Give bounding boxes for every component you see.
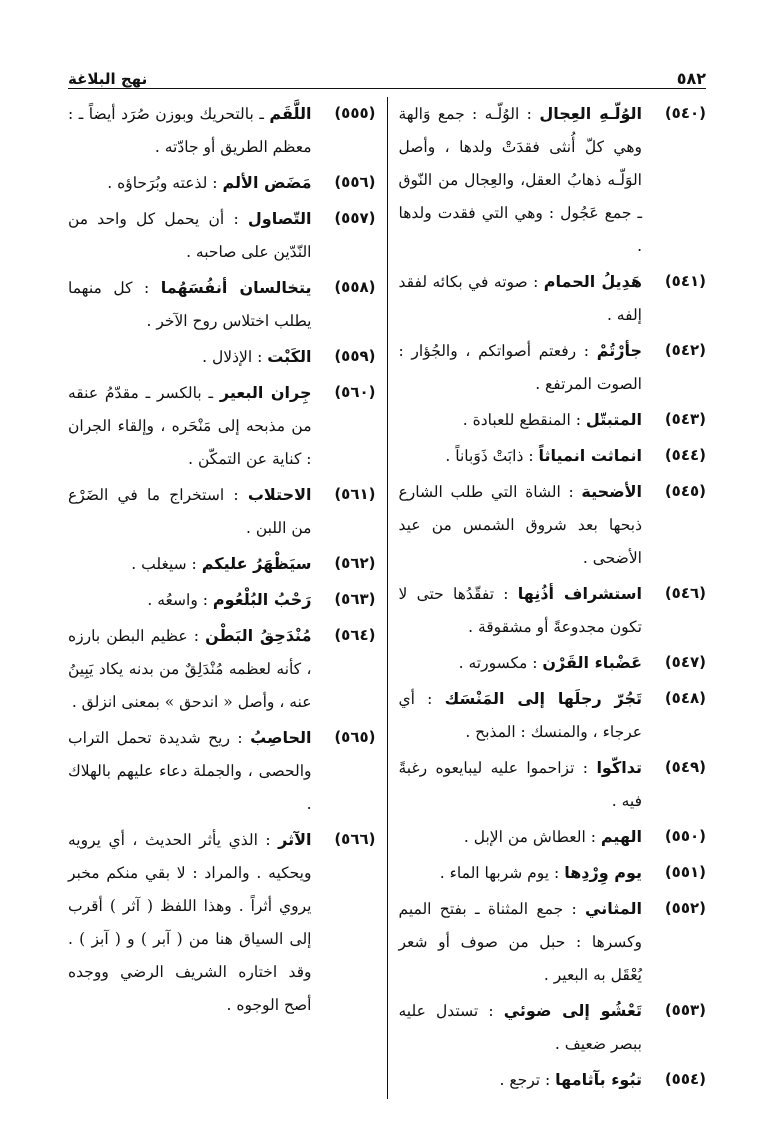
entry-body [399, 475, 643, 575]
entry-body [68, 823, 312, 1022]
entry-number: (٥٤٣) [664, 410, 706, 428]
entry-headword: جِران البعير [219, 383, 312, 402]
entry-number: (٥٤٧) [664, 653, 706, 671]
entry-definition: : رفعتم أصواتكم ، والجُؤار : الصوت المرتفع . [398, 342, 642, 393]
entry-body [68, 478, 312, 545]
entry-number: (٥٤٩) [664, 758, 706, 776]
entry-definition: : تستدل عليه ببصر ضعيف . [398, 1002, 642, 1053]
entry-number: (٥٥٣) [664, 1001, 706, 1019]
entry-body [399, 751, 643, 818]
entry-number: (٥٥٧) [334, 209, 376, 227]
entry-headword: استشراف أذُنِها [517, 584, 642, 603]
entry-body [68, 166, 312, 200]
entry-definition: : الذي يأثر الحديث ، أي يرويه ويحكيه . والمراد : لا بقي منكم مخبر يروي أثراً . وهذا اللفظ ( آثر ) أقرب إلى السياق هنا من ( آبر ) و ( آبز ) . وقد اختاره الشريف الرضي ووجده أصح الوجوه . [68, 831, 312, 1014]
glossary-entry [68, 202, 376, 269]
entry-number: (٥٥٠) [664, 827, 706, 845]
entry-number: (٥٦٠) [334, 383, 376, 401]
entry-definition: : العطاش من الإبل . [463, 828, 596, 846]
entry-body [399, 439, 643, 473]
entry-number: (٥٤٥) [664, 482, 706, 500]
glossary-entry [68, 166, 376, 200]
entry-number: (٥٤١) [664, 272, 706, 290]
page-header [68, 58, 706, 89]
entry-headword: التّصاول [247, 209, 312, 228]
entry-definition: : المنقطع للعبادة . [462, 411, 581, 429]
entry-headword: عَضْباء القَرْن [542, 653, 642, 672]
entry-number: (٥٤٨) [664, 689, 706, 707]
entry-headword: تبُوء بآثامها [555, 1070, 642, 1089]
entry-body [399, 97, 643, 263]
entry-headword: سيَظْهَرُ عليكم [201, 554, 312, 573]
glossary-entry [399, 334, 707, 401]
entry-definition: : جمع المثناة ـ بفتح الميم وكسرها : حبل من صوف أو شعر يُعْقَل به البعير . [398, 900, 642, 984]
entry-definition: : أي عرجاء ، والمنسك : المذبح . [398, 690, 642, 741]
entry-headword: تَعْشُو إلى ضوئي [503, 1001, 642, 1020]
entry-number: (٥٦٤) [334, 626, 376, 644]
glossary-entry [68, 619, 376, 719]
glossary-entry [68, 376, 376, 476]
entry-definition: ـ بالتحريك وبوزن صُرَد أيضاً ـ : معظم الطريق أو جادّته . [68, 105, 312, 156]
entry-headword: الوُلّـهِ العِجال [539, 104, 642, 123]
left-column [68, 97, 387, 1099]
entry-definition: : تزاحموا عليه ليبايعوه رغبةً فيه . [398, 759, 642, 810]
page-number: ٥٨٢ [676, 69, 706, 88]
entry-body [68, 202, 312, 269]
entry-definition: : عظيم البطن بارزه ، كأنه لعظمه مُنْدَلِقٌ من بدنه يكاد يَبِينُ عنه ، وأصل « اندحق » بمعنى انزلق . [68, 627, 312, 711]
glossary-entry [399, 97, 707, 263]
entry-number: (٥٥٤) [664, 1070, 706, 1088]
entry-definition: : الوُلّـه : جمع وَالهة وهي كلّ أُنثى فقدَتْ ولدها ، وأصل الوَلّـه ذهابُ العقل، والعِجال من النّوق ـ جمع عَجُول : وهي التي فقدت ولدها . [398, 105, 642, 255]
entry-number: (٥٥٢) [664, 899, 706, 917]
entry-number: (٥٥٨) [334, 278, 376, 296]
glossary-entry [68, 547, 376, 581]
entry-body [68, 547, 312, 581]
entry-definition: : سيغلب . [131, 555, 197, 573]
entry-definition: : مكسورته . [458, 654, 538, 672]
entry-definition: : ريح شديدة تحمل التراب والحصى ، والجملة دعاء عليهم بالهلاك . [68, 729, 312, 813]
entry-headword: الآثر [278, 830, 312, 849]
glossary-entry [399, 646, 707, 680]
entry-definition: : الإذلال . [202, 348, 263, 366]
glossary-entry [68, 340, 376, 374]
entry-number: (٥٤٦) [664, 584, 706, 602]
entry-body [68, 271, 312, 338]
entry-number: (٥٦٦) [334, 830, 376, 848]
entry-body [399, 577, 643, 644]
glossary-entry [68, 823, 376, 1022]
entry-headword: الاحتلاب [247, 485, 312, 504]
entry-definition: : لذعته وبُرَحاؤه . [107, 174, 218, 192]
entry-number: (٥٦٥) [334, 728, 376, 746]
entry-body [399, 646, 643, 680]
glossary-entry [68, 97, 376, 164]
entry-definition: : تفقّدُها حتى لا تكون مجدوعةً أو مشقوقة . [398, 585, 642, 636]
entry-body [399, 265, 643, 332]
entry-headword: الكَبْت [267, 347, 312, 366]
entry-body [68, 619, 312, 719]
entry-number: (٥٥١) [664, 863, 706, 881]
entry-number: (٥٥٩) [334, 347, 376, 365]
entry-headword: المتبتّل [585, 410, 642, 429]
glossary-entry [68, 583, 376, 617]
entry-definition: : واسعُه . [147, 591, 208, 609]
entry-headword: الأضحية [581, 482, 642, 501]
entry-body [68, 97, 312, 164]
entry-number: (٥٦٣) [334, 590, 376, 608]
entry-definition: : كل منهما يطلب اختلاس روح الآخر . [68, 279, 312, 330]
entry-definition: : استخراج ما في الضَرْع من اللبن . [68, 486, 312, 537]
glossary-entry [399, 265, 707, 332]
entry-number: (٥٥٦) [334, 173, 376, 191]
entry-headword: رَحْبُ البُلْعُوم [212, 590, 312, 609]
entry-headword: هَدِيلُ الحمام [543, 272, 642, 291]
glossary-entry [399, 820, 707, 854]
entry-number: (٥٤٤) [664, 446, 706, 464]
entry-number: (٥٦١) [334, 485, 376, 503]
entry-number: (٥٤٠) [664, 104, 706, 122]
entry-body [399, 892, 643, 992]
glossary-entry [68, 271, 376, 338]
glossary-columns [68, 97, 706, 1099]
entry-headword: مَضَض الألم [222, 173, 312, 192]
entry-body [68, 376, 312, 476]
entry-headword: اللَّقَم [269, 104, 312, 123]
entry-headword: تداكّوا [596, 758, 642, 777]
glossary-entry [399, 439, 707, 473]
entry-body [399, 1063, 643, 1097]
entry-body [399, 334, 643, 401]
glossary-entry [68, 721, 376, 821]
glossary-entry [399, 1063, 707, 1097]
entry-body [399, 856, 643, 890]
entry-number: (٥٥٥) [334, 104, 376, 122]
entry-headword: يوم وِرْدِها [564, 863, 642, 882]
entry-headword: جأرْتُمْ [596, 341, 642, 360]
glossary-entry [399, 994, 707, 1061]
entry-definition: : ترجع . [499, 1071, 551, 1089]
entry-headword: الحاصِبُ [250, 728, 312, 747]
entry-body [399, 403, 643, 437]
entry-body [68, 721, 312, 821]
entry-headword: الهيم [600, 827, 642, 846]
glossary-entry [399, 475, 707, 575]
entry-headword: يتخالسان أنفُسَهُما [160, 278, 312, 297]
glossary-entry [399, 856, 707, 890]
entry-definition: : يوم شربها الماء . [439, 864, 560, 882]
book-title: نهج البلاغة [68, 70, 148, 88]
glossary-entry [399, 577, 707, 644]
entry-definition: : أن يحمل كل واحد من النّدّين على صاحبه . [68, 210, 312, 261]
entry-body [68, 583, 312, 617]
entry-definition: : ذابَتْ ذَوَباناً . [445, 447, 534, 465]
entry-body [68, 340, 312, 374]
entry-definition: : الشاة التي طلب الشارع ذبحها بعد شروق الشمس من عيد الأضحى . [398, 483, 642, 567]
entry-definition: ـ بالكسر ـ مقدّمُ عنقه من مذبحه إلى مَنْحَره ، وإلقاء الجران : كناية عن التمكّن . [68, 384, 312, 468]
entry-body [399, 994, 643, 1061]
right-column [387, 97, 707, 1099]
entry-definition: : صوته في بكائه لفقد إلفه . [398, 273, 642, 324]
entry-body [399, 820, 643, 854]
entry-headword: مُنْدَحِقُ البَطْن [205, 626, 312, 645]
entry-headword: تَجُرّ رجلَها إلى المَنْسَك [444, 689, 643, 708]
glossary-entry [68, 478, 376, 545]
entry-headword: المثاني [585, 899, 642, 918]
entry-number: (٥٦٢) [334, 554, 376, 572]
glossary-entry [399, 682, 707, 749]
glossary-entry [399, 892, 707, 992]
entry-body [399, 682, 643, 749]
glossary-entry [399, 751, 707, 818]
entry-number: (٥٤٢) [664, 341, 706, 359]
glossary-entry [399, 403, 707, 437]
entry-headword: انماثت انمياثاً [538, 446, 642, 465]
